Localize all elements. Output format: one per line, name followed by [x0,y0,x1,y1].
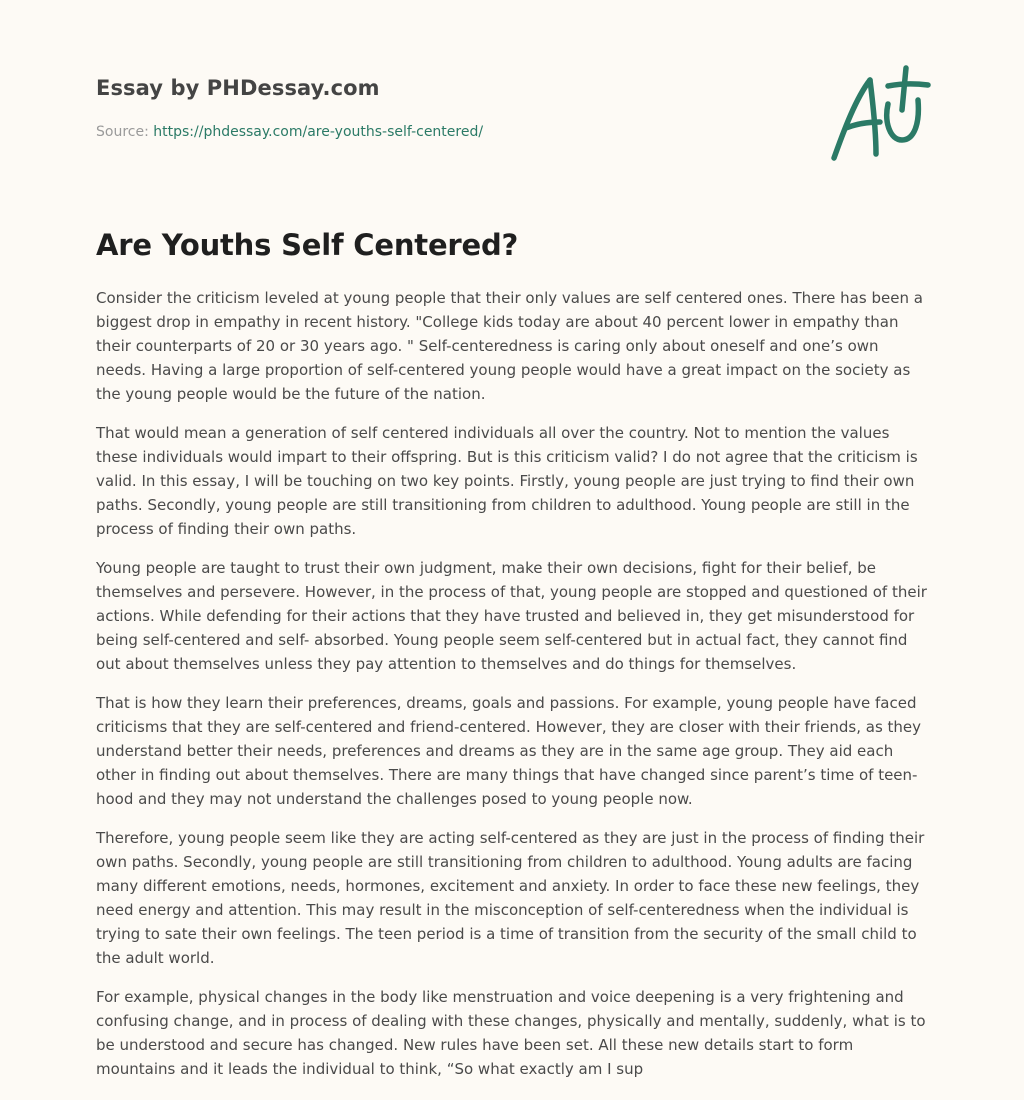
essay-title: Are Youths Self Centered? [96,228,519,262]
source-link[interactable]: https://phdessay.com/are-youths-self-centered/ [153,124,484,140]
source-label: Source: [96,124,154,140]
site-title: Essay by PHDessay.com [96,76,380,100]
essay-paragraph: For example, physical changes in the body like menstruation and voice deepening is a very frightening and confusing change, and in process of dealing with these changes, physically and mentally, suddenly, what is to be understood and secure has changed. New rules have been set. All these new details start to form mountains and it leads the individual to think, “So what exactly am I sup [96,988,926,1078]
essay-paragraph: Therefore, young people seem like they are acting self-centered as they are just in the process of finding their own paths. Secondly, young people are still transitioning from children to adulthood. Young adults are facing many different emotions, needs, hormones, excitement and anxiety. In order to face these new feelings, they need energy and attention. This may result in the misconception of self-centeredness when the individual is trying to sate their own feelings. The teen period is a time of transition from the security of the small child to the adult world. [96,829,925,967]
essay-paragraph: Consider the criticism leveled at young people that their only values are self centered ones. There has been a biggest drop in empathy in recent history. "College kids today are about 40 percent lower in empathy than their counterparts of 20 or 30 years ago. " Self-centeredness is caring only about oneself and one’s own needs. Having a large proportion of self-centered young people would have a great impact on the society as the young people would be the future of the nation. [96,289,923,403]
source-line [96,124,483,140]
essay-paragraph: That would mean a generation of self centered individuals all over the country. Not to mention the values these individuals would impart to their offspring. But is this criticism valid? I do not agree that the criticism is valid. In this essay, I will be touching on two key points. Firstly, young people are just trying to find their own paths. Secondly, young people are still transitioning from children to adulthood. Young people are still in the process of finding their own paths. [96,424,918,538]
essay-body [96,286,928,1081]
page-header [96,0,928,190]
a-plus-logo-icon [826,64,932,164]
essay-paragraph: Young people are taught to trust their own judgment, make their own decisions, fight for their belief, be themselves and persevere. However, in the process of that, young people are stopped and questioned of their actions. While defending for their actions that they have trusted and believed in, they get misunderstood for being self-centered and self- absorbed. Young people seem self-centered but in actual fact, they cannot find out about themselves unless they pay attention to themselves and do things for themselves. [96,559,927,673]
essay-paragraph: That is how they learn their preferences, dreams, goals and passions. For example, young people have faced criticisms that they are self-centered and friend-centered. However, they are closer with their friends, as they understand better their needs, preferences and dreams as they are in the same age group. They aid each other in finding out about themselves. There are many things that have changed since parent’s time of teen-hood and they may not understand the challenges posed to young people now. [96,694,922,808]
